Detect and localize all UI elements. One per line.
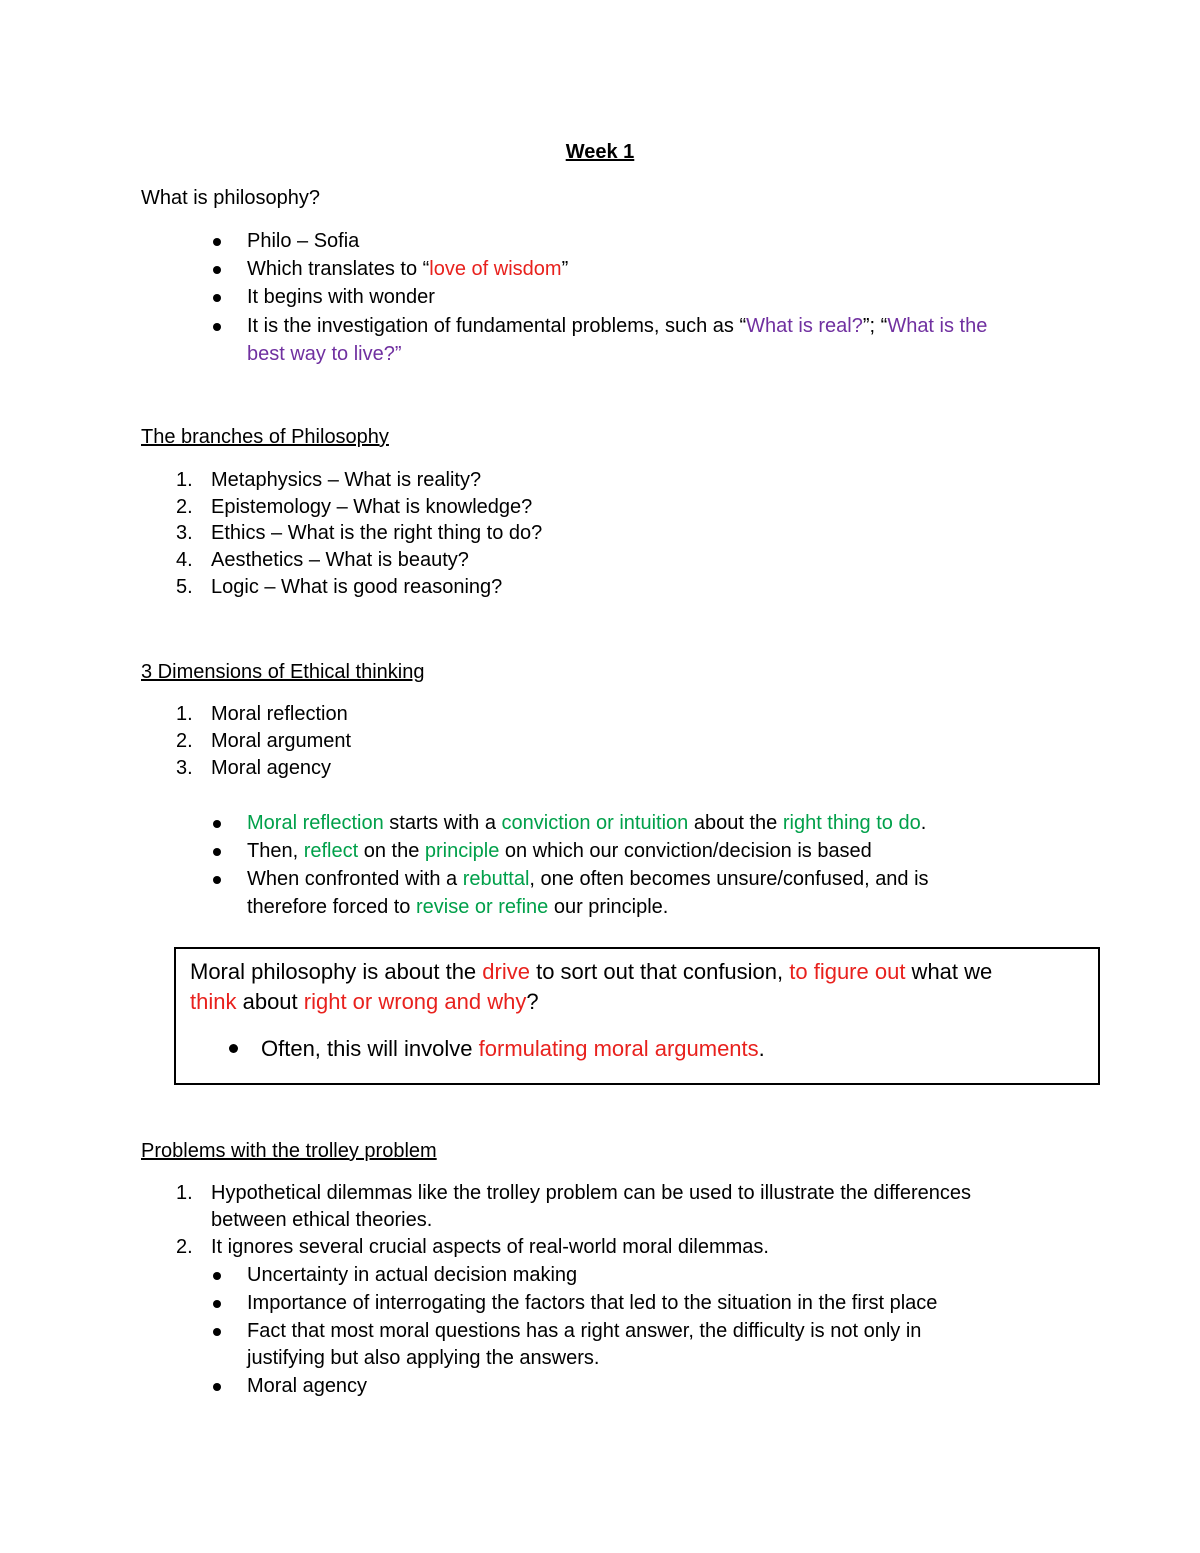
trolley-item-1: Hypothetical dilemmas like the trolley problem can be used to illustrate the differences [211,1182,972,1204]
bullet-dot [213,848,221,856]
bullet-dot [213,294,221,302]
bullet-dot [213,876,221,884]
box-bullet: Often, this will involve formulating moral arguments. [261,1036,765,1061]
list-number: 3. [176,757,193,779]
bullet-rebuttal-cont: therefore forced to revise or refine our principle. [247,896,669,918]
list-number: 1. [176,1182,193,1204]
bullet-dot [213,266,221,274]
dimension-item: Moral argument [211,730,352,752]
dimensions-heading: 3 Dimensions of Ethical thinking [141,661,425,683]
list-number: 2. [176,730,193,752]
bullet-dot [213,1272,221,1280]
bullet-dot [213,820,221,828]
bullet-investigation: It is the investigation of fundamental problems, such as “What is real?”; “What is the [247,315,988,337]
trolley-item-2: It ignores several crucial aspects of real-world moral dilemmas. [211,1236,769,1258]
question-heading: What is philosophy? [141,187,320,209]
trolley-item-1-cont: between ethical theories. [211,1209,433,1231]
box-line-2: think about right or wrong and why? [190,989,539,1014]
branch-item: Logic – What is good reasoning? [211,576,503,598]
bullet-dot [213,1383,221,1391]
trolley-subitem-cont: justifying but also applying the answers. [247,1347,600,1369]
moral-philosophy-box [174,947,1100,1085]
branch-item: Aesthetics – What is beauty? [211,549,469,571]
list-number: 2. [176,496,193,518]
branch-item: Ethics – What is the right thing to do? [211,522,543,544]
branches-heading: The branches of Philosophy [141,426,389,448]
list-number: 5. [176,576,193,598]
bullet-dot [213,238,221,246]
trolley-heading: Problems with the trolley problem [141,1140,437,1162]
bullet-investigation-cont: best way to live?” [247,343,402,365]
list-number: 2. [176,1236,193,1258]
list-number: 1. [176,469,193,491]
bullet-wonder: It begins with wonder [247,286,435,308]
trolley-subitem: Importance of interrogating the factors that led to the situation in the first place [247,1292,938,1314]
bullet-reflect-principle: Then, reflect on the principle on which our conviction/decision is based [247,840,872,862]
list-number: 4. [176,549,193,571]
branch-item: Epistemology – What is knowledge? [211,496,533,518]
bullet-philo-sofia: Philo – Sofia [247,230,360,252]
bullet-dot [213,1328,221,1336]
trolley-subitem: Uncertainty in actual decision making [247,1264,578,1286]
bullet-dot [229,1044,238,1053]
trolley-subitem: Fact that most moral questions has a right answer, the difficulty is not only in [247,1320,922,1342]
bullet-rebuttal: When confronted with a rebuttal, one often becomes unsure/confused, and is [247,868,929,890]
branch-item: Metaphysics – What is reality? [211,469,482,491]
bullet-dot [213,1300,221,1308]
bullet-love-of-wisdom: Which translates to “love of wisdom” [247,258,569,280]
bullet-dot [213,323,221,331]
bullet-moral-reflection: Moral reflection starts with a conviction or intuition about the right thing to do. [247,812,927,834]
page-title: Week 1 [565,141,635,163]
list-number: 1. [176,703,193,725]
dimension-item: Moral agency [211,757,332,779]
list-number: 3. [176,522,193,544]
dimension-item: Moral reflection [211,703,348,725]
box-line-1: Moral philosophy is about the drive to sort out that confusion, to figure out what we [190,959,993,984]
trolley-subitem: Moral agency [247,1375,368,1397]
